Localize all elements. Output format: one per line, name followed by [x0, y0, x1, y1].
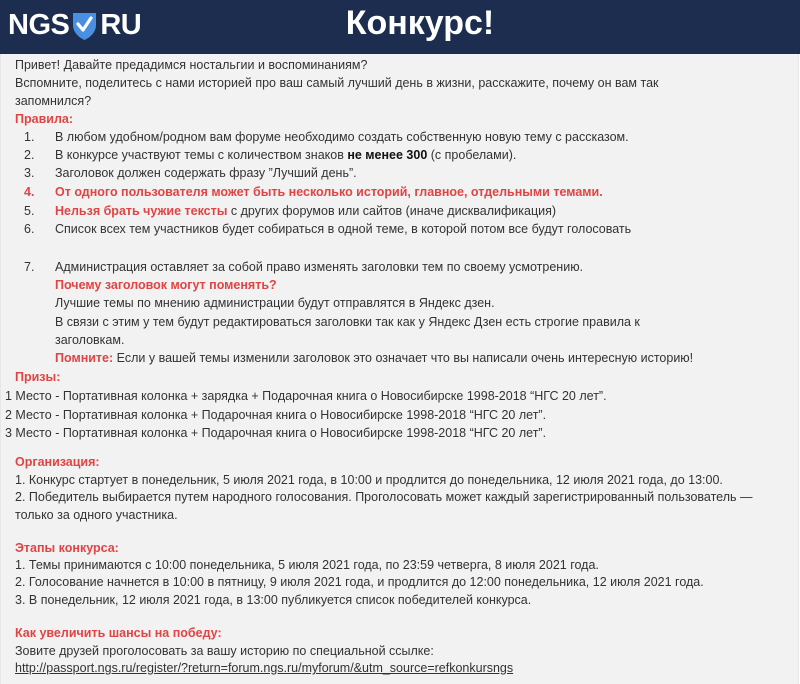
rule-number: 2.	[24, 148, 35, 162]
rule-text	[55, 147, 516, 163]
prize-item: 3 Место - Портативная колонка + Подарочная книга о Новосибирске 1998-2018 “НГС 20 лет”.	[5, 426, 547, 440]
note-text: Если у вашей темы изменили заголовок это означает что вы написали очень интересную историю!	[113, 351, 694, 365]
rule-highlight: Нельзя брать чужие тексты	[55, 204, 228, 218]
prizes-heading: Призы:	[15, 370, 61, 384]
rule-explanation: заголовкам.	[55, 333, 125, 347]
referral-link[interactable]: http://passport.ngs.ru/register/?return=forum.ngs.ru/myforum/&utm_source=refkonkursngs	[15, 661, 514, 675]
rule-text-part: с других форумов или сайтов (иначе дисквалификация)	[227, 204, 557, 218]
stage-line: 2. Голосование начнется в 10:00 в пятницу, 9 июля 2021 года, и продлится до 12:00 понедельника, 12 июля 2021 года.	[15, 575, 704, 589]
rule-explanation: В связи с этим у тем будут редактироваться заголовки так как у Яндекс Дзен есть строгие правила к	[55, 315, 640, 329]
logo-text-left: NGS	[8, 9, 70, 41]
rule-text-part: В конкурсе участвуют темы с количеством знаков	[55, 148, 348, 162]
rule-text-part: (с пробелами).	[427, 148, 517, 162]
note-label: Помните:	[55, 351, 114, 365]
rule-number: 6.	[24, 222, 35, 236]
intro-line: Привет! Давайте предадимся ностальгии и воспоминаниям?	[15, 58, 368, 72]
rule-text: В любом удобном/родном вам форуме необходимо создать собственную новую тему с рассказом.	[55, 130, 629, 144]
rule-number: 7.	[24, 260, 35, 274]
rule-question: Почему заголовок могут поменять?	[55, 278, 277, 292]
contest-panel	[0, 54, 799, 684]
org-line: 1. Конкурс стартует в понедельник, 5 июля 2021 года, в 10:00 и продлится до понедельника, 12 июля 2021 года, до 13:00.	[15, 473, 723, 487]
rule-highlight: не менее 300	[347, 148, 428, 162]
prize-item: 1 Место - Портативная колонка + зарядка + Подарочная книга о Новосибирске 1998-2018 “НГС 20 лет”.	[5, 389, 607, 403]
rule-text: Администрация оставляет за собой право изменять заголовки тем по своему усмотрению.	[55, 260, 584, 274]
page-title: Конкурс!	[345, 4, 495, 42]
rule-number: 1.	[24, 130, 35, 144]
rule-text: От одного пользователя может быть несколько историй, главное, отдельными темами.	[55, 185, 603, 199]
org-line: 2. Победитель выбирается путем народного голосования. Проголосовать может каждый зарегистрированный пользователь —	[15, 490, 753, 504]
intro-line: запомнился?	[15, 94, 92, 108]
rule-text	[55, 203, 556, 219]
rules-heading: Правила:	[15, 112, 73, 126]
rule-explanation: Лучшие темы по мнению администрации будут отправлятся в Яндекс дзен.	[55, 296, 495, 310]
rule-text: Список всех тем участников будет собираться в одной теме, в которой потом все будут голосовать	[55, 222, 632, 236]
org-line: только за одного участника.	[15, 508, 178, 522]
chances-line: Зовите друзей проголосовать за вашу историю по специальной ссылке:	[15, 644, 434, 658]
org-heading: Организация:	[15, 455, 100, 469]
rule-number: 4.	[24, 185, 35, 199]
prize-item: 2 Место - Портативная колонка + Подарочная книга о Новосибирске 1998-2018 “НГС 20 лет”.	[5, 408, 547, 422]
chances-heading: Как увеличить шансы на победу:	[15, 626, 222, 640]
rule-text: Заголовок должен содержать фразу ”Лучший день”.	[55, 166, 357, 180]
stages-heading: Этапы конкурса:	[15, 541, 119, 555]
stage-line: 1. Темы принимаются с 10:00 понедельника, 5 июля 2021 года, по 23:59 четверга, 8 июля 2021 года.	[15, 558, 599, 572]
logo-text-right: RU	[100, 9, 142, 41]
header-banner	[0, 0, 800, 54]
intro-line: Вспомните, поделитесь с нами историей про ваш самый лучший день в жизни, расскажите, почему он вам так	[15, 76, 659, 90]
rule-note	[55, 350, 693, 366]
rule-number: 5.	[24, 204, 35, 218]
rule-number: 3.	[24, 166, 35, 180]
stage-line: 3. В понедельник, 12 июля 2021 года, в 13:00 публикуется список победителей конкурса.	[15, 593, 532, 607]
